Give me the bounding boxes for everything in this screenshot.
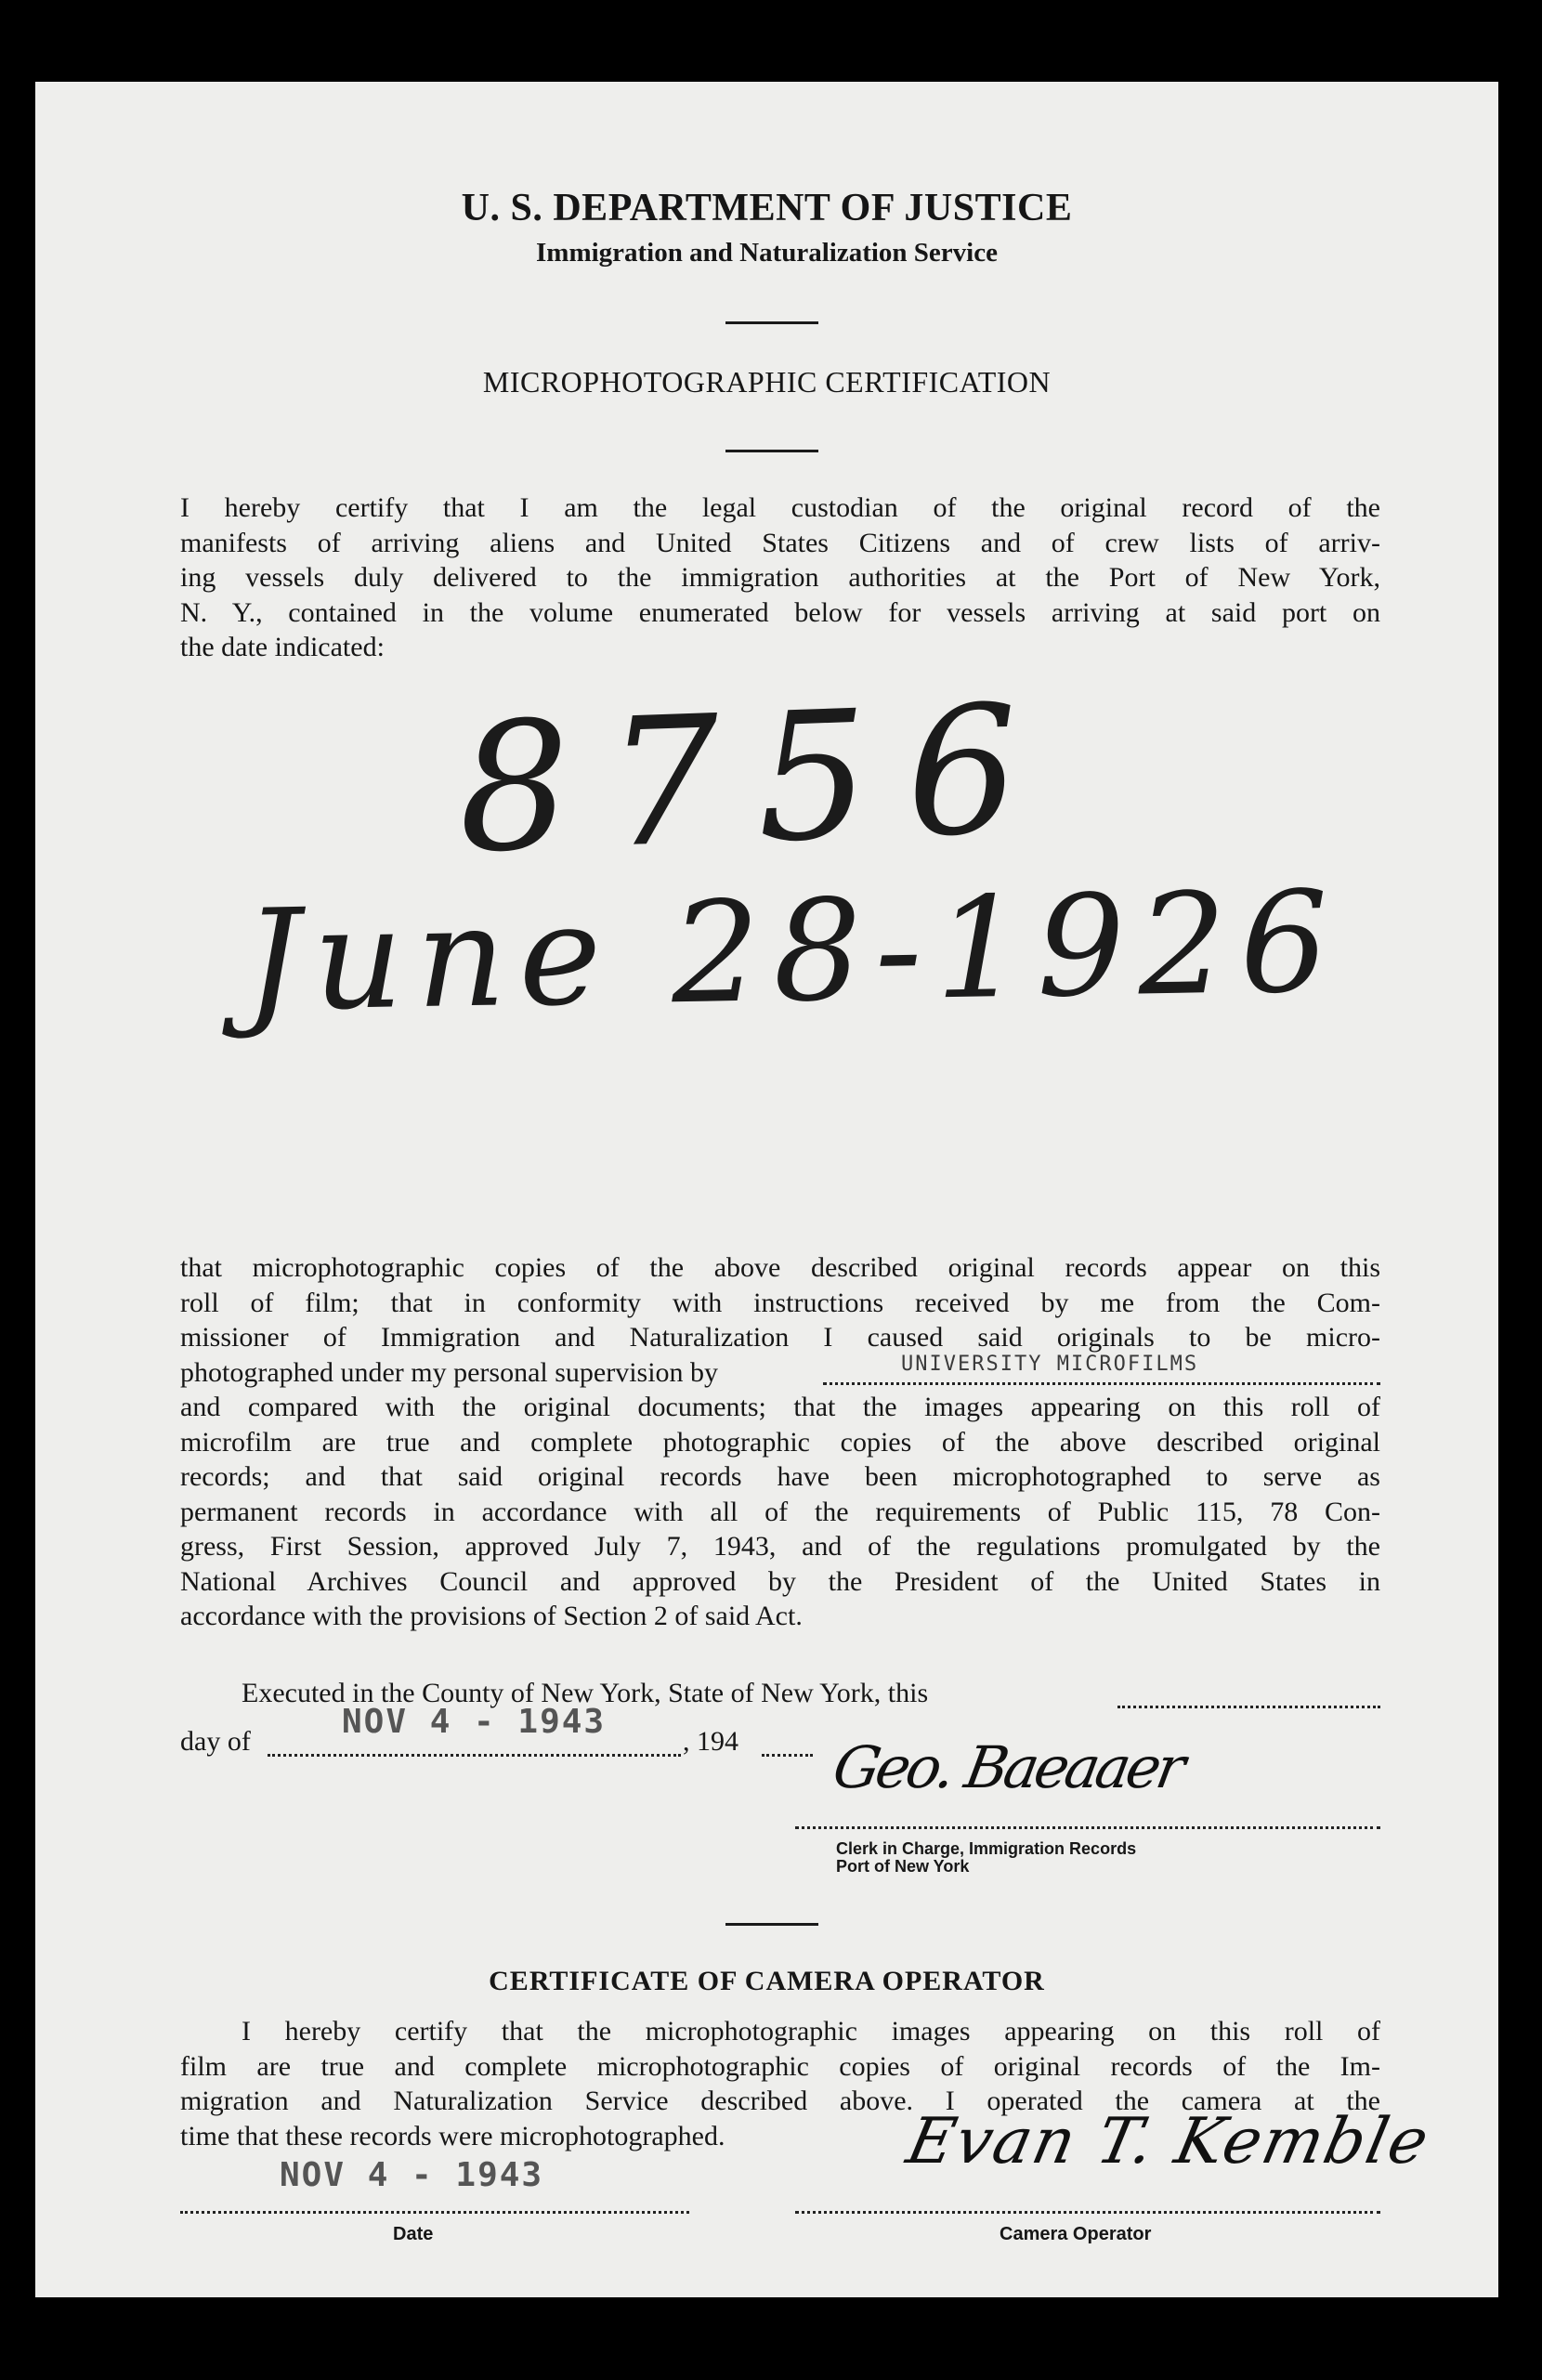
execution-date-stamp: NOV 4 - 1943 <box>342 1703 607 1741</box>
year-prefix: , 194 <box>683 1726 738 1757</box>
paragraph-line: gress, First Session, approved July 7, 1943, and of the regulations promulgated by the <box>180 1531 1380 1562</box>
microfilm-paragraph <box>180 1250 1380 1634</box>
paragraph-line: I hereby certify that I am the legal custodian of the original record of the <box>180 492 1380 523</box>
paragraph-line: migration and Naturalization Service described above. I operated the camera at the <box>180 2086 1380 2116</box>
camera-date-stamp: NOV 4 - 1943 <box>280 2156 544 2194</box>
handwritten-volume-number: 8756 <box>454 665 1060 893</box>
dotted-line <box>762 1754 813 1757</box>
day-of-label: day of <box>180 1726 251 1757</box>
paragraph-line: N. Y., contained in the volume enumerated below for vessels arriving at said port on <box>180 596 1380 628</box>
paragraph-line: that microphotographic copies of the above described original records appear on this <box>180 1252 1380 1283</box>
executed-text: Executed in the County of New York, State of New York, this <box>242 1678 929 1708</box>
date-label: Date <box>393 2224 434 2244</box>
clerk-title-block <box>836 1840 1136 1876</box>
camera-operator-heading: CERTIFICATE OF CAMERA OPERATOR <box>489 1966 1045 1996</box>
paragraph-line: manifests of arriving aliens and United States Citizens and of crew lists of arriv- <box>180 527 1380 558</box>
paragraph-line: the date indicated: <box>180 632 385 662</box>
dotted-line <box>1117 1706 1380 1708</box>
paragraph-line: time that these records were microphotographed. <box>180 2120 725 2151</box>
camera-operator-label: Camera Operator <box>1000 2224 1152 2244</box>
paragraph-line: records; and that said original records have been microphotographed to serve as <box>180 1461 1380 1492</box>
handwritten-date: June 28-1926 <box>242 861 1343 1043</box>
dotted-line <box>823 1382 1380 1385</box>
clerk-title: Clerk in Charge, Immigration Records <box>836 1839 1137 1858</box>
paragraph-line: missioner of Immigration and Naturalization I caused said originals to be micro- <box>180 1322 1380 1353</box>
dotted-line <box>795 2211 1380 2214</box>
divider <box>725 321 818 324</box>
department-heading: U. S. DEPARTMENT OF JUSTICE <box>461 187 1073 229</box>
dotted-line <box>795 1826 1380 1829</box>
clerk-signature: Geo. Baeaaer <box>828 1733 1187 1801</box>
divider <box>725 450 818 452</box>
paragraph-line: and compared with the original documents; that the images appearing on this roll of <box>180 1392 1380 1422</box>
supervision-text: photographed under my personal supervision by <box>180 1356 719 1388</box>
clerk-port: Port of New York <box>836 1857 970 1876</box>
divider <box>725 1923 818 1926</box>
paragraph-line: film are true and complete microphotographic copies of original records of the Im- <box>180 2050 1380 2082</box>
paragraph-line: I hereby certify that the microphotographic images appearing on this roll of <box>242 2016 1380 2047</box>
certificate-page <box>35 82 1498 2297</box>
dotted-line <box>268 1754 681 1757</box>
operator-signature: Evan T. Kemble <box>900 2105 1437 2178</box>
service-subheading: Immigration and Naturalization Service <box>536 238 998 268</box>
paragraph-line: National Archives Council and approved by the President of the United States in <box>180 1565 1380 1597</box>
paragraph-line: microfilm are true and complete photographic copies of the above described original <box>180 1426 1380 1458</box>
paragraph-line: ing vessels duly delivered to the immigration authorities at the Port of New York, <box>180 562 1380 593</box>
paragraph-line: roll of film; that in conformity with instructions received by me from the Com- <box>180 1287 1380 1318</box>
paragraph-line: permanent records in accordance with all of the requirements of Public 115, 78 Con- <box>180 1496 1380 1527</box>
certification-paragraph <box>180 490 1380 665</box>
paragraph-line: accordance with the provisions of Section 2 of said Act. <box>180 1601 803 1631</box>
supervisor-stamp: UNIVERSITY MICROFILMS <box>901 1353 1199 1376</box>
dotted-line <box>180 2211 689 2214</box>
form-title: MICROPHOTOGRAPHIC CERTIFICATION <box>482 365 1052 399</box>
